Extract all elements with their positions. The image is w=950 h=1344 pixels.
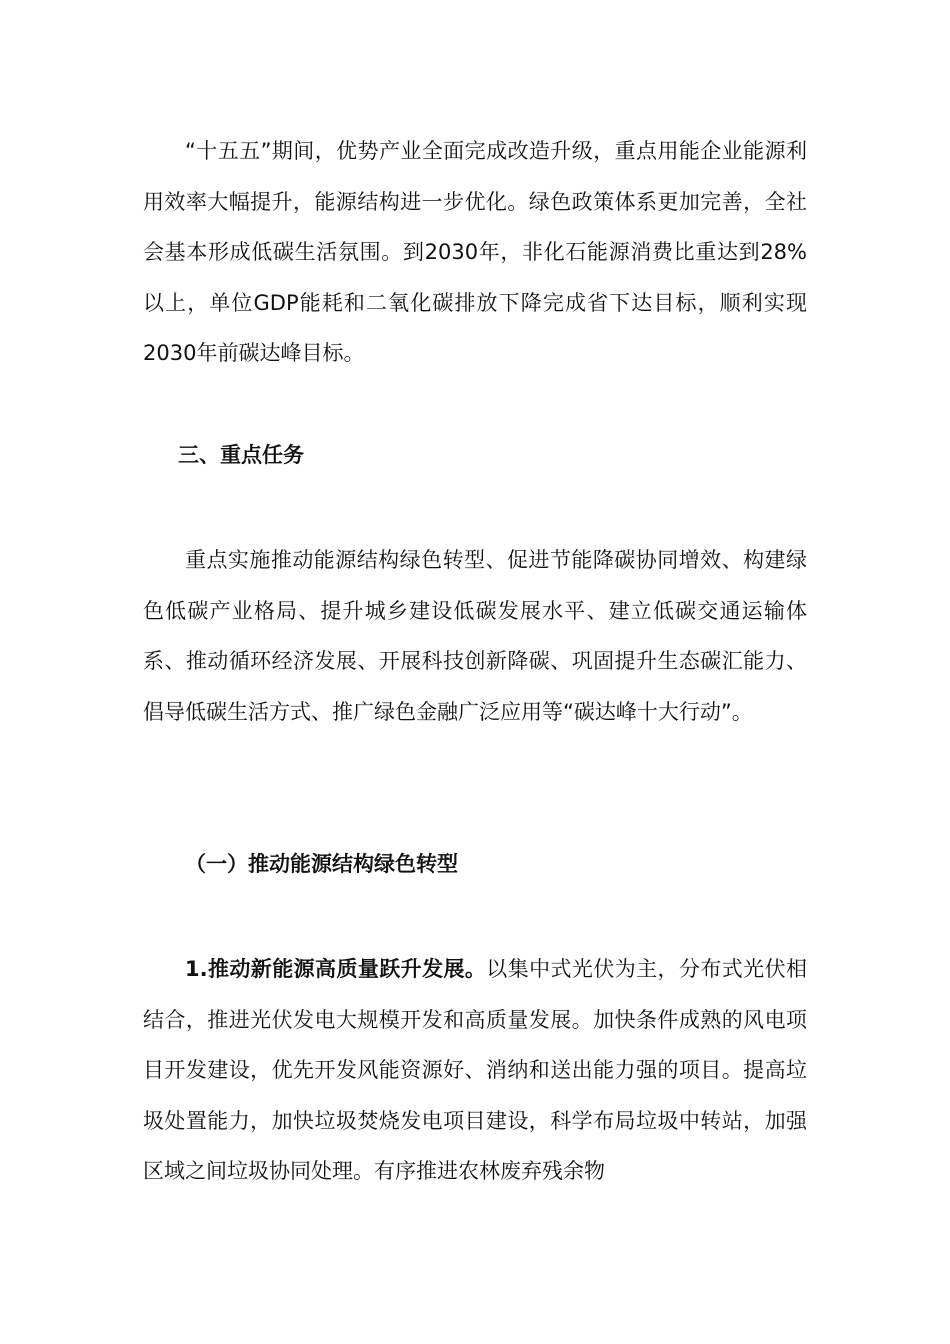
section-heading-key-tasks: 三、重点任务 [178, 443, 304, 467]
subsection-heading-energy-transition: （一）推动能源结构绿色转型 [185, 852, 458, 876]
paragraph-lead-title: 1.推动新能源高质量跃升发展。 [185, 957, 487, 981]
paragraph-fifteenth-five-year-goals: “十五五”期间，优势产业全面完成改造升级，重点用能企业能源利用效率大幅提升，能源结构进一步优化。绿色政策体系更加完善，全社会基本形成低碳生活氛围。到2030年，非化石能源消费比重达到28%以上，单位GDP能耗和二氧化碳排放下降完成省下达目标，顺利实现2030年前碳达峰目标。 [143, 139, 807, 365]
paragraph-new-energy-development [143, 944, 807, 1197]
paragraph-body-text: 以集中式光伏为主，分布式光伏相结合，推进光伏发电大规模开发和高质量发展。加快条件成熟的风电项目开发建设，优先开发风能资源好、消纳和送出能力强的项目。提高垃圾处置能力，加快垃圾焚烧发电项目建设，科学布局垃圾中转站，加强区域之间垃圾协同处理。有序推进农林废弃残余物 [143, 957, 807, 1183]
paragraph-ten-actions: 重点实施推动能源结构绿色转型、促进节能降碳协同增效、构建绿色低碳产业格局、提升城乡建设低碳发展水平、建立低碳交通运输体系、推动循环经济发展、开展科技创新降碳、巩固提升生态碳汇能力、倡导低碳生活方式、推广绿色金融广泛应用等“碳达峰十大行动”。 [143, 548, 807, 724]
